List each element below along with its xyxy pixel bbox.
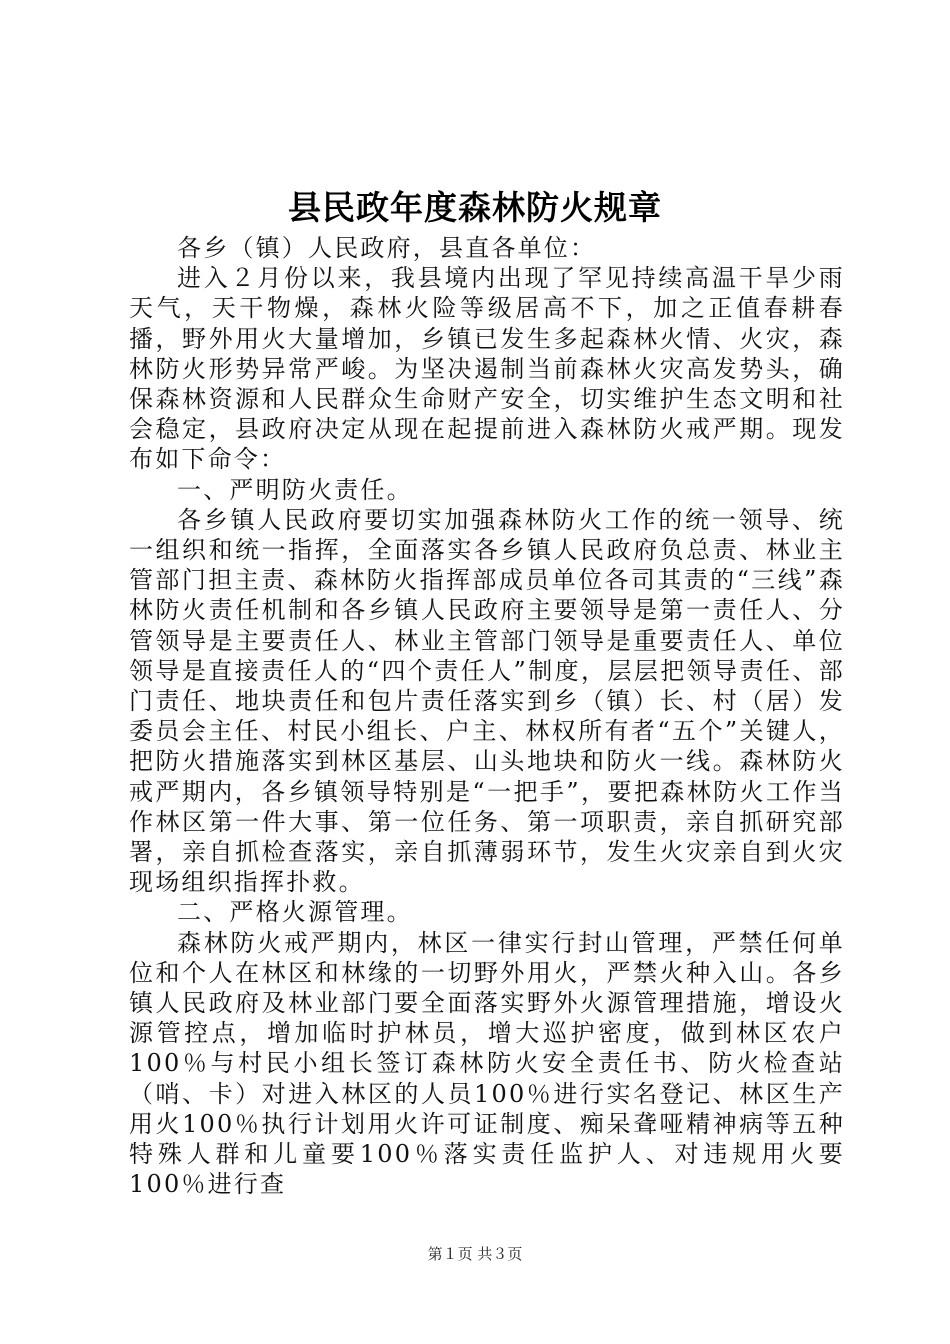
responsibility-paragraph: 各乡镇人民政府要切实加强森林防火工作的统一领导、统一组织和统一指挥，全面落实各乡镇人民政府负总责、林业主管部门担主责、森林防火指挥部成员单位各司其责的“三线”森林防火责任机制和各乡镇人民政府主要领导是第一责任人、分管领导是主要责任人、林业主管部门领导是重要责任人、单位领导是直接责任人的“四个责任人”制度，层层把领导责任、部门责任、地块责任和包片责任落实到乡（镇）长、村（居）发委员会主任、村民小组长、户主、林权所有者“五个”关键人，把防火措施落实到林区基层、山头地块和防火一线。森林防火戒严期内，各乡镇领导特别是“一把手”，要把森林防火工作当作林区第一件大事、第一位任务、第一项职责，亲自抓研究部署，亲自抓检查落实，亲自抓薄弱环节，发生火灾亲自到火灾现场组织指挥扑救。 — [129, 505, 845, 897]
document-title: 县民政年度森林防火规章 — [288, 188, 662, 227]
salutation-paragraph: 各乡（镇）人民政府，县直各单位： — [177, 234, 597, 262]
intro-paragraph: 进入２月份以来，我县境内出现了罕见持续高温干旱少雨天气，天干物燥，森林火险等级居高不下，加之正值春耕春播，野外用火大量增加，乡镇已发生多起森林火情、火灾，森林防火形势异常严峻。为坚决遏制当前森林火灾高发势头，确保森林资源和人民群众生命财产安全，切实维护生态文明和社会稳定，县政府决定从现在起提前进入森林防火戒严期。现发布如下命令： — [129, 264, 845, 474]
page-footer: 第１页 共３页 — [427, 1245, 523, 1263]
section-heading-fire-source: 二、严格火源管理。 — [177, 898, 413, 927]
fire-source-paragraph: 森林防火戒严期内，林区一律实行封山管理，严禁任何单位和个人在林区和林缘的一切野外用火，严禁火种入山。各乡镇人民政府及林业部门要全面落实野外火源管理措施，增设火源管控点，增加临时护林员，增大巡护密度，做到林区农户100％与村民小组长签订森林防火安全责任书、防火检查站（哨、卡）对进入林区的人员100％进行实名登记、林区生产用火100％执行计划用火许可证制度、痴呆聋哑精神病等五种特殊人群和儿童要100％落实责任监护人、对违规用火要100％进行查 — [129, 928, 845, 1199]
document-body — [129, 233, 845, 1200]
section-heading-responsibility: 一、严明防火责任。 — [177, 475, 413, 504]
